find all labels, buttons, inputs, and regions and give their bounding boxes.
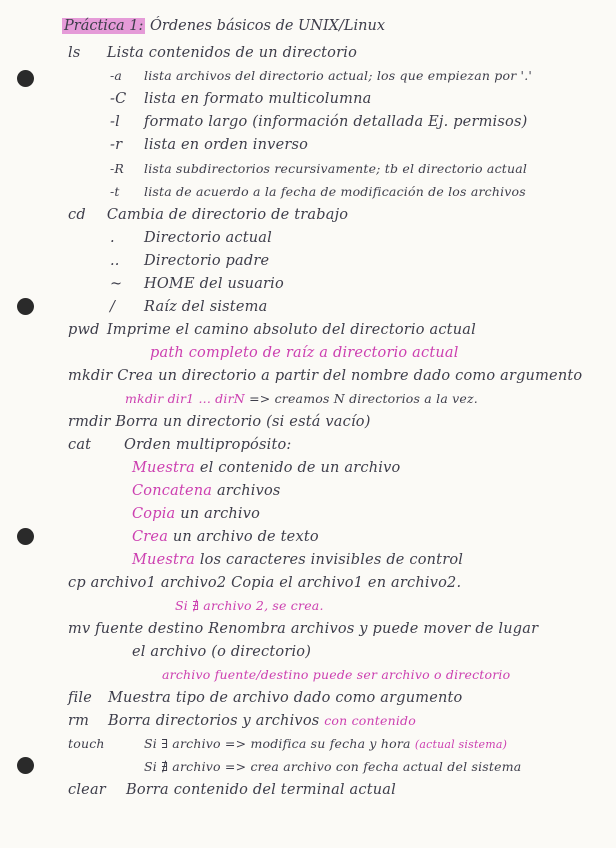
line-clear: clear Borra contenido del terminal actual — [68, 782, 396, 798]
title-highlight: Práctica 1: — [64, 18, 144, 34]
line-ls-t: -t lista de acuerdo a la fecha de modificación de los archivos — [110, 184, 526, 199]
line-mv: mv fuente destino Renombra archivos y puede mover de lugar — [68, 621, 539, 637]
line-cd-home: ~ HOME del usuario — [110, 276, 284, 292]
line-ls-a: -a lista archivos del directorio actual; los que empiezan por '.' — [110, 68, 533, 83]
line-rm: rm Borra directorios y archivos con contenido — [68, 713, 416, 729]
binder-hole — [17, 528, 34, 545]
line-ls: ls Lista contenidos de un directorio — [68, 45, 358, 61]
line-rmdir: rmdir Borra un directorio (si está vacío) — [68, 414, 371, 430]
line-pwd: pwd Imprime el camino absoluto del directorio actual — [68, 322, 476, 338]
title-text: Órdenes básicos de UNIX/Linux — [145, 18, 386, 34]
line-ls-C: -C lista en formato multicolumna — [110, 91, 372, 107]
line-touch: touch Si ∃ archivo => modifica su fecha y hora (actual sistema) — [68, 736, 508, 751]
note-cp: Si ∄ archivo 2, se crea. — [175, 598, 324, 613]
note-mkdir: mkdir dir1 ... dirN => creamos N directorios a la vez. — [125, 391, 478, 406]
binder-hole — [17, 757, 34, 774]
note-mv: archivo fuente/destino puede ser archivo o directorio — [162, 667, 511, 682]
line-mkdir: mkdir Crea un directorio a partir del nombre dado como argumento — [68, 368, 583, 384]
line-touch-2: Si ∄ archivo => crea archivo con fecha actual del sistema — [144, 759, 522, 774]
line-cat-3: Copia un archivo — [132, 506, 261, 522]
binder-hole — [17, 298, 34, 315]
binder-hole — [17, 70, 34, 87]
line-ls-l: -l formato largo (información detallada Ej. permisos) — [110, 114, 528, 130]
line-cat-4: Crea un archivo de texto — [132, 529, 319, 545]
page-title — [62, 18, 385, 34]
line-cat-1: Muestra el contenido de un archivo — [132, 460, 401, 476]
line-ls-r: -r lista en orden inverso — [110, 137, 309, 153]
line-ls-R: -R lista subdirectorios recursivamente; tb el directorio actual — [110, 161, 528, 176]
line-cd-root: / Raíz del sistema — [110, 299, 268, 315]
line-cat: cat Orden multipropósito: — [68, 437, 292, 453]
line-cd-dotdot: .. Directorio padre — [110, 253, 270, 269]
line-cd: cd Cambia de directorio de trabajo — [68, 207, 349, 223]
line-file: file Muestra tipo de archivo dado como argumento — [68, 690, 463, 706]
line-cp: cp archivo1 archivo2 Copia el archivo1 en archivo2. — [68, 575, 462, 591]
line-cd-dot: . Directorio actual — [110, 230, 272, 246]
line-mv-2: el archivo (o directorio) — [132, 644, 312, 660]
line-cat-5: Muestra los caracteres invisibles de control — [132, 552, 464, 568]
line-cat-2: Concatena archivos — [132, 483, 281, 499]
note-pwd: path completo de raíz a directorio actual — [150, 345, 459, 361]
